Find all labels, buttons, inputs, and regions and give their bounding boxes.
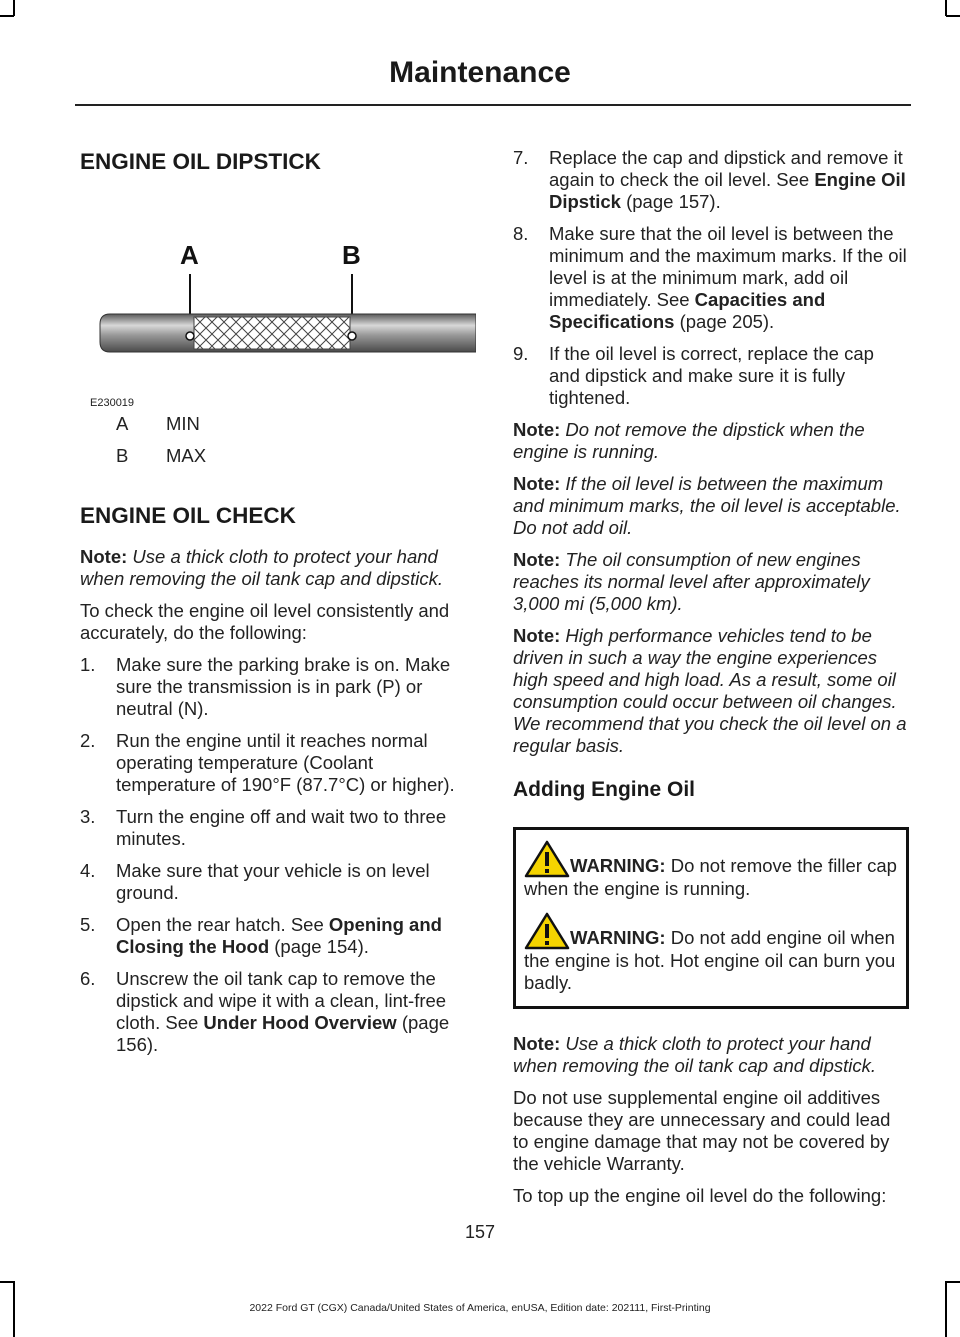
adding-heading: Adding Engine Oil xyxy=(513,778,695,801)
step-text-pre: Unscrew the oil tank cap to remove the dipstick and wipe it with a clean, lint-free cloth. See xyxy=(116,968,447,1033)
warning-box xyxy=(513,827,909,1009)
crop-mark xyxy=(0,1281,14,1283)
top-up-paragraph: To top up the engine oil level do the following: xyxy=(513,1185,887,1206)
warning-item xyxy=(524,912,898,994)
max-mark-dot xyxy=(348,332,356,340)
dipstick-illustration xyxy=(80,226,476,396)
list-item xyxy=(513,223,909,333)
right-column xyxy=(513,147,909,1207)
dipstick-figure xyxy=(80,226,476,466)
list-item xyxy=(80,860,476,904)
crop-mark xyxy=(946,1281,960,1283)
check-note xyxy=(80,546,476,590)
step-number: 9. xyxy=(513,343,529,364)
page-title: Maintenance xyxy=(389,56,571,89)
note-text: Do not remove the dipstick when the engine is running. xyxy=(513,419,865,462)
step-text-pre: Make sure that the oil level is between the minimum and the maximum marks. If the oil level is at the minimum mark, add oil immediately. See xyxy=(549,223,907,310)
warning-item xyxy=(524,840,898,900)
label-a: A xyxy=(180,240,199,270)
step-text-post: (page 157). xyxy=(620,191,721,212)
step-text-pre: Replace the cap and dipstick and remove it again to check the oil level. See xyxy=(549,147,903,190)
dipstick-heading: ENGINE OIL DIPSTICK xyxy=(80,149,321,174)
note-label: Note: xyxy=(513,549,561,570)
step-text xyxy=(549,147,909,213)
page-number: 157 xyxy=(464,1222,496,1242)
step-text-post: (page 154). xyxy=(269,936,369,957)
step-number: 4. xyxy=(80,860,96,881)
step-text-pre: Open the rear hatch. See xyxy=(116,914,329,935)
note-text: High performance vehicles tend to be driven in such a way the engine experiences high speed and high load. As a result, some oil consumption could occur between oil changes. We recommend that you check the oil level on a regular basis. xyxy=(513,625,907,756)
step-number: 8. xyxy=(513,223,529,244)
note-text: The oil consumption of new engines reaches its normal level after approximately 3,000 mi (5,000 km). xyxy=(513,549,870,614)
legend-value: MIN xyxy=(166,413,200,434)
step-text: Make sure the parking brake is on. Make sure the transmission is in park (P) or neutral (N). xyxy=(116,654,451,719)
additives-paragraph: Do not use supplemental engine oil additives because they are unnecessary and could lead to engine damage that may not be covered by the vehicle Warranty. xyxy=(513,1087,891,1174)
step-text xyxy=(116,968,476,1056)
note-paragraph xyxy=(513,549,909,615)
list-item xyxy=(80,968,476,1056)
warning-triangle-icon xyxy=(524,912,570,950)
step-text-post: (page 205). xyxy=(674,311,775,332)
warning-triangle-icon xyxy=(524,840,570,878)
step-number: 6. xyxy=(80,968,96,989)
note-label: Note: xyxy=(513,1033,561,1054)
note-label: Note: xyxy=(513,473,561,494)
list-item xyxy=(513,147,909,213)
crop-mark xyxy=(946,15,960,17)
figure-code: E230019 xyxy=(90,397,135,409)
check-steps-list xyxy=(80,654,476,1056)
step-text: Make sure that your vehicle is on level ground. xyxy=(116,860,430,903)
cross-reference-link[interactable]: Capacities and Specifications xyxy=(549,289,826,332)
warning-label: WARNING: xyxy=(570,855,666,876)
step-number: 3. xyxy=(80,806,96,827)
crop-mark xyxy=(13,0,15,16)
warning-text: Do not remove the filler cap when the engine is running. xyxy=(524,855,897,899)
note-text: Use a thick cloth to protect your hand when removing the oil tank cap and dipstick. xyxy=(513,1033,877,1076)
step-text: Run the engine until it reaches normal operating temperature (Coolant temperature of 190°F (87.7°C) or higher). xyxy=(116,730,455,795)
note-paragraph xyxy=(513,625,909,757)
header-divider xyxy=(75,104,911,106)
step-text-post: (page 156). xyxy=(116,1012,450,1055)
crop-mark xyxy=(945,0,947,16)
adding-note xyxy=(513,1033,909,1077)
legend-key: B xyxy=(116,445,129,466)
check-heading: ENGINE OIL CHECK xyxy=(80,503,296,528)
crop-mark xyxy=(0,15,14,17)
step-text: Turn the engine off and wait two to three minutes. xyxy=(116,806,447,849)
list-item xyxy=(80,806,476,850)
step-number: 5. xyxy=(80,914,96,935)
step-number: 2. xyxy=(80,730,96,751)
note-paragraph xyxy=(513,419,909,463)
list-item xyxy=(80,654,476,720)
note-label: Note: xyxy=(80,546,128,567)
cross-reference-link[interactable]: Engine Oil Dipstick xyxy=(549,169,906,212)
label-b: B xyxy=(342,240,361,270)
cross-reference-link[interactable]: Opening and Closing the Hood xyxy=(116,914,442,957)
step-text: If the oil level is correct, replace the cap and dipstick and make sure it is fully tightened. xyxy=(549,343,874,408)
note-label: Note: xyxy=(513,625,561,646)
warning-label: WARNING: xyxy=(570,927,666,948)
note-text: Use a thick cloth to protect your hand when removing the oil tank cap and dipstick. xyxy=(80,546,444,589)
dipstick-hatch-zone xyxy=(194,317,350,349)
check-intro: To check the engine oil level consistently and accurately, do the following: xyxy=(80,600,450,643)
check-steps-list-continued xyxy=(513,147,909,409)
step-number: 7. xyxy=(513,147,529,168)
cross-reference-link[interactable]: Under Hood Overview xyxy=(203,1012,397,1033)
list-item xyxy=(80,914,476,958)
note-label: Note: xyxy=(513,419,561,440)
min-mark-dot xyxy=(186,332,194,340)
step-number: 1. xyxy=(80,654,96,675)
step-text xyxy=(549,223,909,333)
warning-text: Do not add engine oil when the engine is hot. Hot engine oil can burn you badly. xyxy=(524,927,896,993)
list-item xyxy=(513,343,909,409)
edition-footer: 2022 Ford GT (CGX) Canada/United States of America, enUSA, Edition date: 202111, First-Printing xyxy=(249,1302,711,1314)
legend-value: MAX xyxy=(166,445,207,466)
note-text: If the oil level is between the maximum and minimum marks, the oil level is acceptable. Do not add oil. xyxy=(513,473,901,538)
list-item xyxy=(80,730,476,796)
step-text xyxy=(116,914,476,958)
left-column xyxy=(80,140,476,1066)
legend-key: A xyxy=(116,413,129,434)
note-paragraph xyxy=(513,473,909,539)
